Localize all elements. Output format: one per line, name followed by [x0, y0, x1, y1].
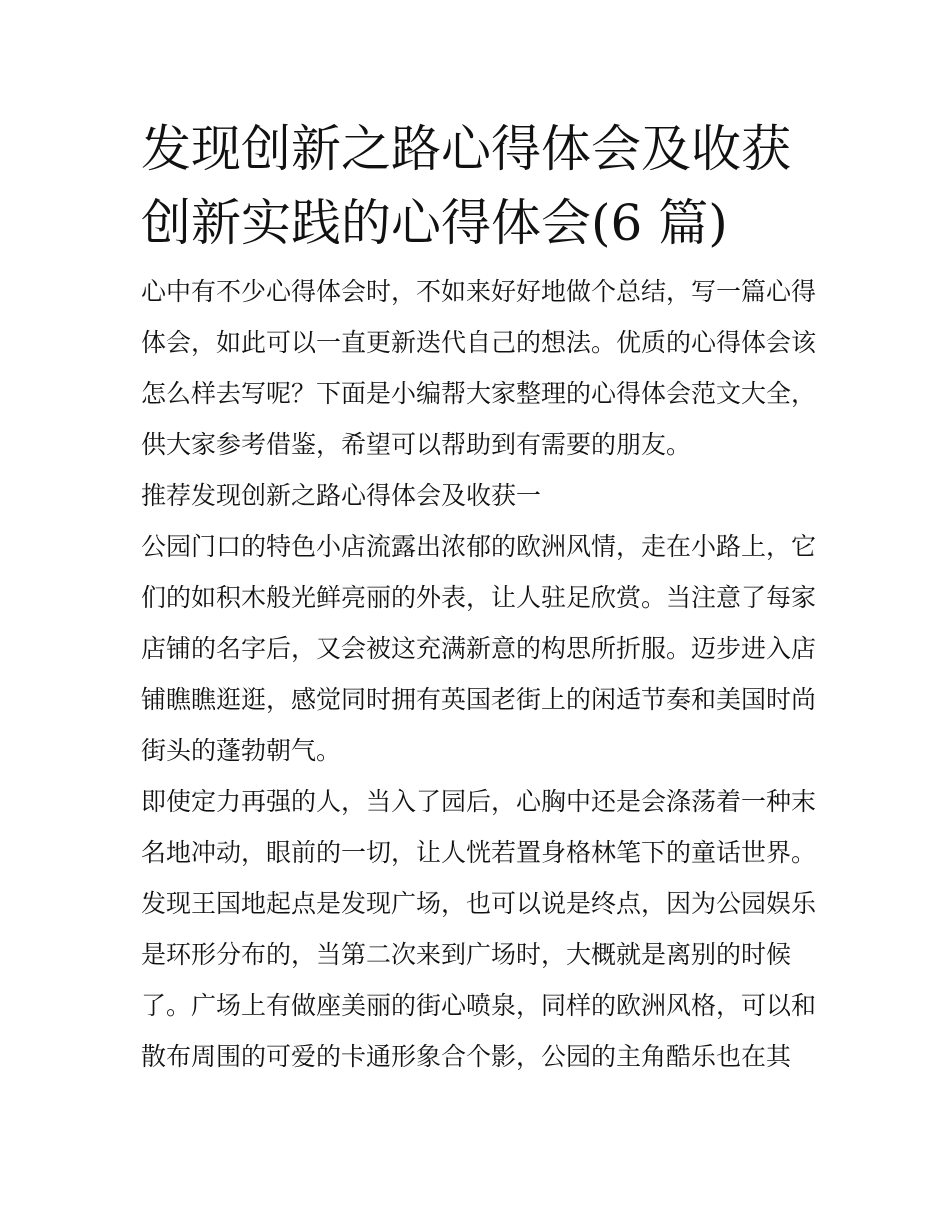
- document-page: [141, 112, 817, 1082]
- section-heading: [141, 470, 813, 521]
- text-line: 心中有不少心得体会时，不如来好好地做个总结，写一篇心得: [141, 277, 817, 306]
- text-line: 供大家参考借鉴，希望可以帮助到有需要的朋友。: [141, 430, 692, 459]
- document-title: [141, 112, 813, 260]
- text-line: 们的如积木般光鲜亮丽的外表，让人驻足欣赏。当注意了每家: [141, 583, 817, 612]
- paragraph-square: [141, 776, 817, 1082]
- text-line: 是环形分布的，当第二次来到广场时，大概就是离别的时候: [141, 940, 792, 969]
- text-line: 散布周围的可爱的卡通形象合个影，公园的主角酷乐也在其: [141, 1042, 792, 1071]
- paragraph-intro: [141, 266, 817, 470]
- text-line: 店铺的名字后，又会被这充满新意的构思所折服。迈步进入店: [141, 634, 817, 663]
- text-line: 怎么样去写呢？下面是小编帮大家整理的心得体会范文大全，: [141, 379, 817, 408]
- text-line: 街头的蓬勃朝气。: [141, 736, 342, 765]
- paragraph-shops: [141, 521, 817, 776]
- text-line: 名地冲动，眼前的一切，让人恍若置身格林笔下的童话世界。: [141, 838, 817, 867]
- text-line: 铺瞧瞧逛逛，感觉同时拥有英国老街上的闲适节奏和美国时尚: [141, 685, 817, 714]
- text-line: 发现王国地起点是发现广场，也可以说是终点，因为公园娱乐: [141, 889, 817, 918]
- title-line-2: 创新实践的心得体会(6 篇): [141, 194, 728, 252]
- text-line: 即使定力再强的人，当入了园后，心胸中还是会涤荡着一种末: [141, 787, 817, 816]
- text-line: 了。广场上有做座美丽的街心喷泉，同样的欧洲风格，可以和: [141, 991, 817, 1020]
- title-line-1: 发现创新之路心得体会及收获: [141, 120, 791, 178]
- text-line: 体会，如此可以一直更新迭代自己的想法。优质的心得体会该: [141, 328, 817, 357]
- text-line: 推荐发现创新之路心得体会及收获一: [141, 481, 542, 510]
- text-line: 公园门口的特色小店流露出浓郁的欧洲风情，走在小路上，它: [141, 532, 817, 561]
